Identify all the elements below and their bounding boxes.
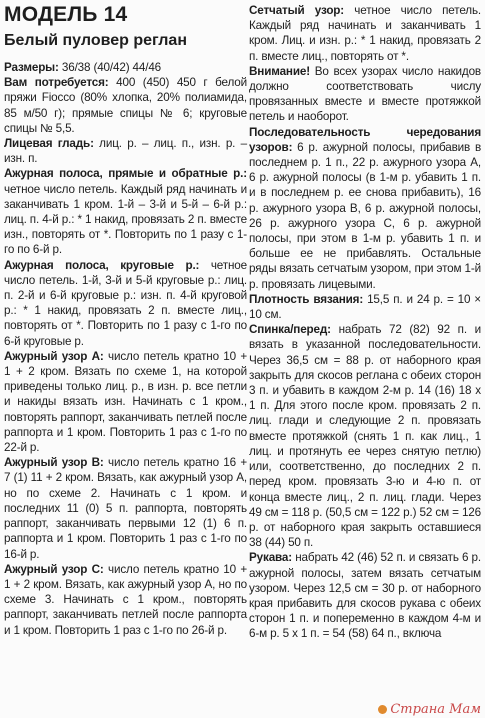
paragraph-label: Сетчатый узор: [249,4,345,17]
flower-icon [378,705,387,714]
paragraph-openwork-stripe-round [4,258,247,349]
paragraph-label: Ажурный узор В: [4,456,104,470]
model-title: МОДЕЛЬ 14 [4,3,128,26]
paragraph-text: число петель кратно 16 + 7 (1) 11 + 2 кром. Вязать, как ажурный узор А, но по схеме 2. Начинать с 1 кром. и последних 11 (0) 5 п. раппорта, повторять раппорт, заканчивать первыми 12 (1) 6 п. раппорта и 1 кром. Повторить 1 раз с 1-го по 16-й р. [4,456,248,561]
item-title: Белый пуловер реглан [4,32,187,49]
paragraph-label: Ажурный узор С: [4,562,104,576]
paragraph-text: 6 р. ажурной полосы, прибавив в последнем р. 1 п., 22 р. ажурного узора А, 6 р. ажурной полосы (в 1-м р. убавить 1 п. и в последнем р. ее снова прибавить), 16 р. ажурного узора В, 6 р. ажурной полосы, 26 р. ажурного узора С, 6 р. ажурной полосы, при этом в 1-м р. убавить 1 п. и больше ее не прибавлять. Остальные ряды вязать сетчатым узором, при этом 1-й р. провязать лицевыми. [249,140,481,291]
paragraph-attention [249,64,481,125]
paragraph-label: Размеры: [4,61,59,74]
paragraph-text: число петель кратно 10 + 1 + 2 кром. Вязать по схеме 1, на которой приведены только лиц. р., в изн. р. все петли и накиды вязать изн. Начинать с 1 кром., повторять раппорт, заканчивать петлей после раппорта и 1 кром. Повторить 1 раз с 1-го по 22-й р. [4,349,248,455]
paragraph-text: лиц. р. – лиц. п., изн. р. – изн. п. [4,137,247,166]
paragraph-text: 15,5 п. и 24 р. = 10 × 10 см. [249,292,481,322]
paragraph-label: Ажурный узор А: [4,349,104,363]
paragraph-openwork-stripe-flat [4,166,247,257]
paragraph-mesh-pattern [249,3,481,64]
watermark-text: Страна Мам [390,702,481,717]
paragraph-gauge [249,292,481,322]
paragraph-pattern-a [4,349,247,455]
paragraph-text: Во всех узорах число накидов должно соответствовать числу провязанных вместе и вместе протяжкой петель и наоборот. [249,64,481,124]
paragraph-label: Вам потребуется: [4,76,109,90]
paragraph-text: набрать 72 (82) 92 п. и вязать в указанной последовательности. Через 36,5 см = 88 р. от наборного края закрыть для скосов реглана с обеих сторон 3 п. и убавить в каждом 2-м р. 14 (16) 18 x 1 п. Для этого после кром. провязать 2 п. лиц. глади и следующие 2 п. провязать вместе протяжкой (снять 1 п. как лиц., 1 лиц. и протянуть ее через снятую петлю) или, соответственно, до последних 2 п. перед кром. провязать 3-ю и 4-ю п. от конца вместе лиц., 2 п. лиц. глади. Через 49 см = 118 р. (50,5 см = 122 р.) 52 см = 126 р. от наборного края закрыть оставшиеся 38 (44) 50 п. [249,323,481,550]
paragraph-sleeves [249,550,481,641]
paragraph-pattern-b [4,455,247,561]
paragraph-text: набрать 42 (46) 52 п. и связать 6 р. ажурной полосы, затем вязать сетчатым узором. Через 12,5 см = 30 р. от наборного края прибавить для скосов рукава с обеих сторон 1 п. и попеременно в каждом 4-м и 6-м р. 5 x 1 п. = 54 (58) 64 п., включа [249,551,481,641]
right-column [249,3,481,642]
paragraph-label: Последовательность чередования узоров: [249,125,481,154]
site-watermark [378,702,481,717]
paragraph-sizes [4,60,247,75]
paragraph-materials [4,75,247,136]
paragraph-text: 36/38 (40/42) 44/46 [58,61,162,74]
paragraph-back-front [249,322,481,550]
paragraph-label: Ажурная полоса, круговые р.: [4,258,200,272]
paragraph-text: число петель кратно 10 + 1 + 2 кром. Вязать, как ажурный узор А, но по схеме 3. Начинать с 1 кром., повторять раппорт, заканчивать петлей после раппорта и 1 кром. Повторить 1 раз с 1-го по 26-й р. [4,562,248,637]
paragraph-text: четное число петель. 1-й, 3-й и 5-й круговые р.: лиц. п. 2-й и 6-й круговые р.: изн. п. 4-й круговой р.: * 1 накид, провязать 2 п. вместе лиц., повторять от *. Повторить по 1 разу с 1-го по 6-й круговые р. [4,258,247,348]
paragraph-text: четное число петель. Каждый ряд начинать и заканчивать 1 кром. 1-й – 3-й и 5-й – 6-й р.: лиц. п. 4-й р.: * 1 накид, провязать 2 п. вместе изн., повторять от *. Повторить по 1 разу с 1-го по 6-й р. [4,182,247,257]
paragraph-label: Спинка/перед: [249,323,331,337]
paragraph-label: Рукава: [249,551,293,565]
paragraph-pattern-c [4,562,247,638]
paragraph-sequence [249,125,481,292]
paragraph-label: Лицевая гладь: [4,137,94,151]
paragraph-label: Ажурная полоса, прямые и обратные р.: [4,167,247,181]
paragraph-text: четное число петель. Каждый ряд начинать и заканчивать 1 кром. Лиц. и изн. р.: * 1 накид, провязать 2 п. вместе лиц., повторять от *. [249,4,481,63]
paragraph-text: 400 (450) 450 г белой пряжи Fiocco (80% хлопка, 20% полиамида, 85 м/50 г); прямые спицы № 6; круговые спицы № 5,5. [4,76,248,135]
paragraph-label: Плотность вязания: [249,292,364,306]
paragraph-label: Внимание! [249,64,310,78]
paragraph-stockinette [4,136,247,166]
left-column [4,0,247,638]
